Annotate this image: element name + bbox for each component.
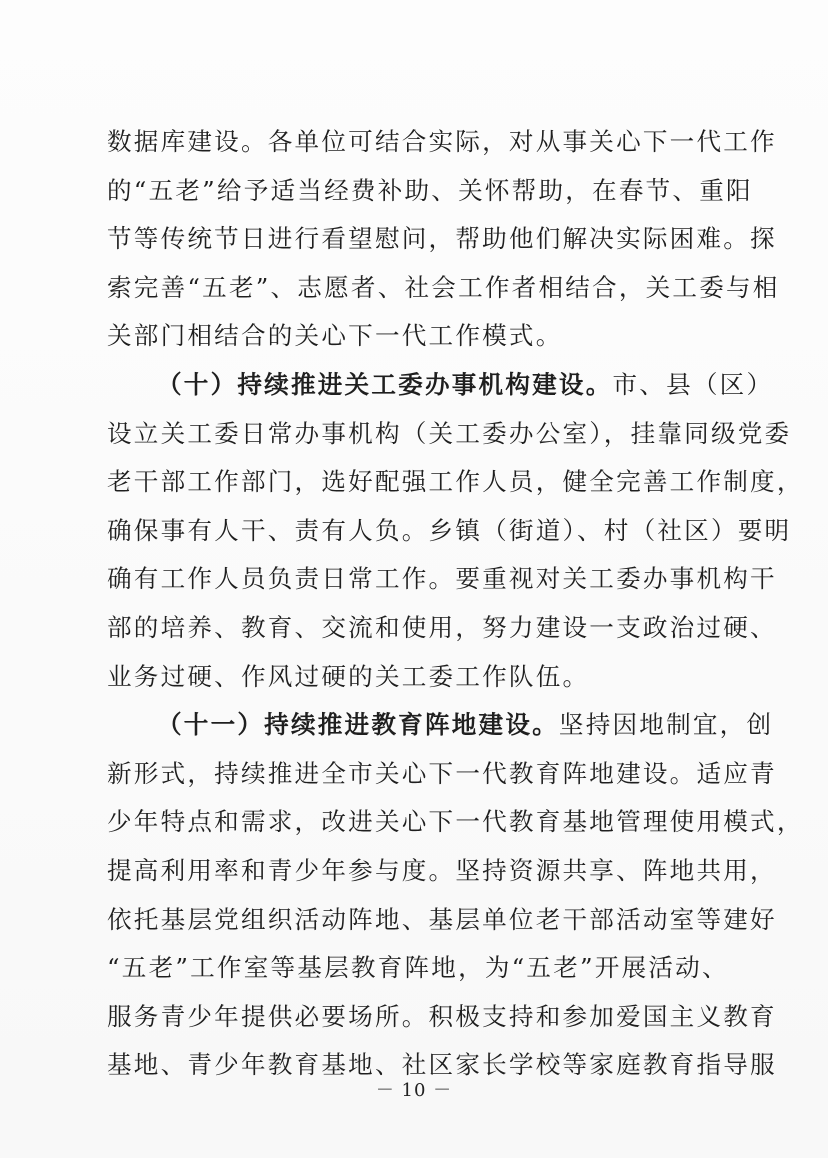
paragraph-database-construction	[107, 118, 780, 361]
text-line: 少年特点和需求，改进关心下一代教育基地管理使用模式，	[107, 807, 804, 837]
text-line: 的“五老”给予适当经费补助、关怀帮助，在春节、重阳	[107, 175, 753, 205]
text-line: 新形式，持续推进全市关心下一代教育阵地建设。适应青	[107, 758, 777, 788]
text-line-first	[107, 361, 774, 410]
text-line: 节等传统节日进行看望慰问，帮助他们解决实际困难。探	[107, 224, 777, 254]
section-heading-11: （十一）持续推进教育阵地建设。	[157, 710, 559, 740]
text-line: 服务青少年提供必要场所。积极支持和参加爱国主义教育	[107, 1001, 777, 1031]
text-line: 数据库建设。各单位可结合实际，对从事关心下一代工作	[107, 127, 777, 156]
text-line: “五老”工作室等基层教育阵地，为“五老”开展活动、	[107, 953, 729, 983]
text-line-first	[107, 701, 774, 750]
text-line: 设立关工委日常办事机构（关工委办公室），挂靠同级党委	[107, 418, 792, 448]
section-heading-10: （十）持续推进关工委办事机构建设。	[157, 369, 613, 399]
text-line: 部的培养、教育、交流和使用，努力建设一支政治过硬、	[107, 612, 777, 642]
text-run: 市、县（区）	[612, 369, 774, 399]
text-line: 关部门相结合的关心下一代工作模式。	[107, 321, 563, 351]
text-line: 确有工作人员负责日常工作。要重视对关工委办事机构干	[107, 564, 777, 594]
text-line: 业务过硬、作风过硬的关工委工作队伍。	[107, 661, 590, 691]
paragraph-office-construction	[107, 361, 804, 701]
text-line: 老干部工作部门，选好配强工作人员，健全完善工作制度，	[107, 467, 804, 497]
text-line: 依托基层党组织活动阵地、基层单位老干部活动室等建好	[107, 904, 777, 934]
text-line: 确保事有人干、责有人负。乡镇（街道）、村（社区）要明	[107, 515, 792, 545]
paragraph-education-base-construction	[107, 701, 804, 1090]
text-run: 坚持因地制宜，创	[558, 710, 774, 740]
text-line: 基地、青少年教育基地、社区家长学校等家庭教育指导服	[107, 1050, 777, 1080]
page-number: － 10 －	[375, 1080, 453, 1101]
document-body	[107, 118, 804, 1090]
text-line: 索完善“五老”、志愿者、社会工作者相结合，关工委与相	[107, 272, 780, 302]
text-line: 提高利用率和青少年参与度。坚持资源共享、阵地共用，	[107, 855, 777, 885]
